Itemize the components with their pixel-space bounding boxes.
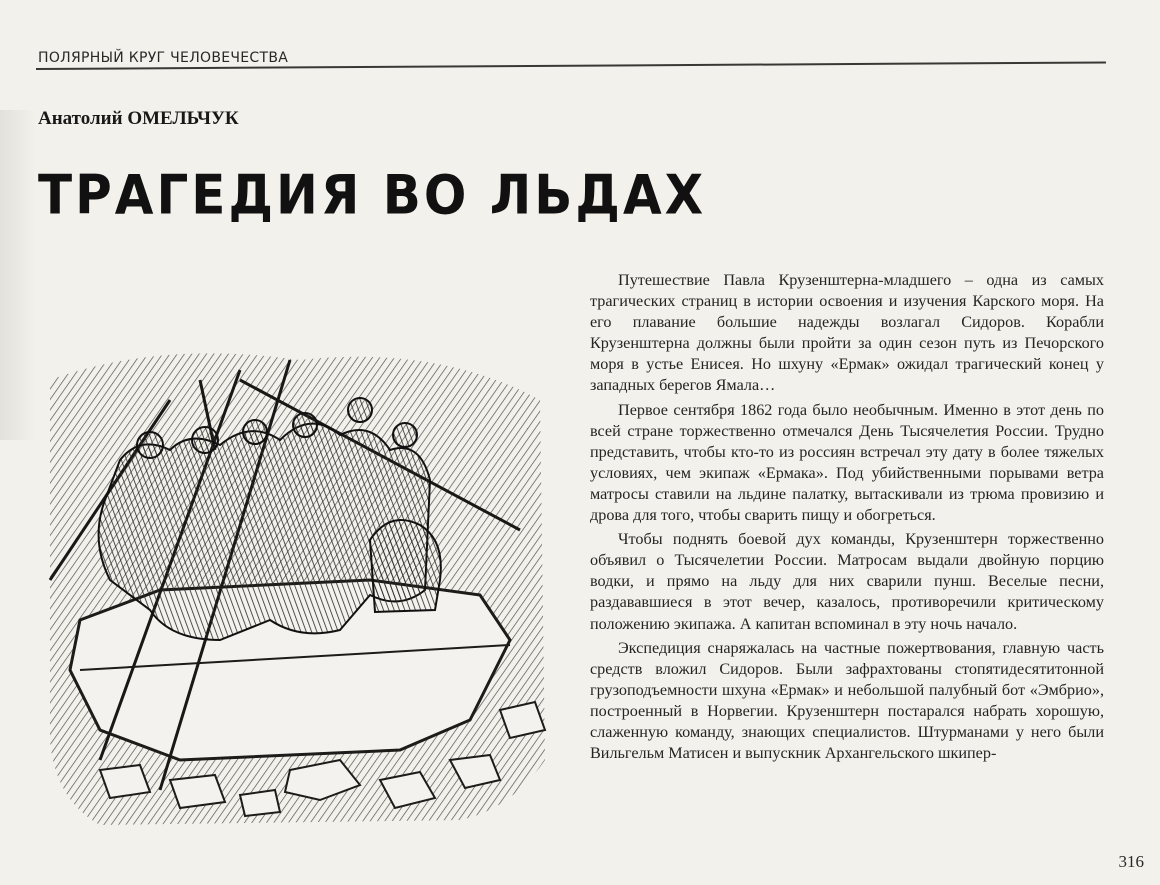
article-title: ТРАГЕДИЯ ВО ЛЬДАХ — [38, 163, 707, 227]
paragraph: Первое сентября 1862 года было необычным. Именно в этот день по всей стране торжественно отмечался День Тысячелетия России. Трудно представить, чтобы кто-то из россиян встречал эту дату в более тяжелых условиях, чем экипаж «Ермака». Под убийственными порывами ветра матросы ставили на льдине палатку, вытаскивали из трюма провизию и дрова для того, чтобы сварить пищу и обогреться. — [590, 400, 1104, 525]
article-author: Анатолий ОМЕЛЬЧУК — [38, 108, 239, 129]
paragraph: Экспедиция снаряжалась на частные пожертвования, главную часть средств вложил Сидоров. Были зафрахтованы стопятидесятитонной грузоподъемности шхуна «Ермак» и небольшой палубный бот «Эмбрио», построенный в Норвегии. Крузенштерн постарался набрать хорошую, слаженную команду, знающих специалистов. Штурманами у него были Вильгельм Матисен и выпускник Архангельского шкипер- — [590, 638, 1104, 763]
bleed-through-shadow — [0, 110, 36, 440]
page-number: 316 — [1118, 852, 1144, 871]
running-header: ПОЛЯРНЫЙ КРУГ ЧЕЛОВЕЧЕСТВА — [38, 50, 289, 66]
paragraph: Путешествие Павла Крузенштерна-младшего – одна из самых трагических страниц в истории освоения и изучения Карского моря. На его плавание большие надежды возлагал Сидоров. Корабли Крузенштерна должны были пройти за один сезон путь из Печорского моря в устье Енисея. Но шхуну «Ермак» ожидал трагический конец у западных берегов Ямала… — [590, 271, 1104, 395]
paragraph: Чтобы поднять боевой дух команды, Крузенштерн торжественно объявил о Тысячелетии России. Матросам выдали двойную порцию водки, и прямо на льду для них сварили пунш. Веселые песни, раздававшиеся в этот вечер, казалось, противоречили критическому положению экипажа. А капитан вспоминал в эту ночь начало. — [590, 530, 1104, 633]
article-body — [590, 270, 1104, 767]
ice-floe-illustration — [40, 340, 560, 830]
